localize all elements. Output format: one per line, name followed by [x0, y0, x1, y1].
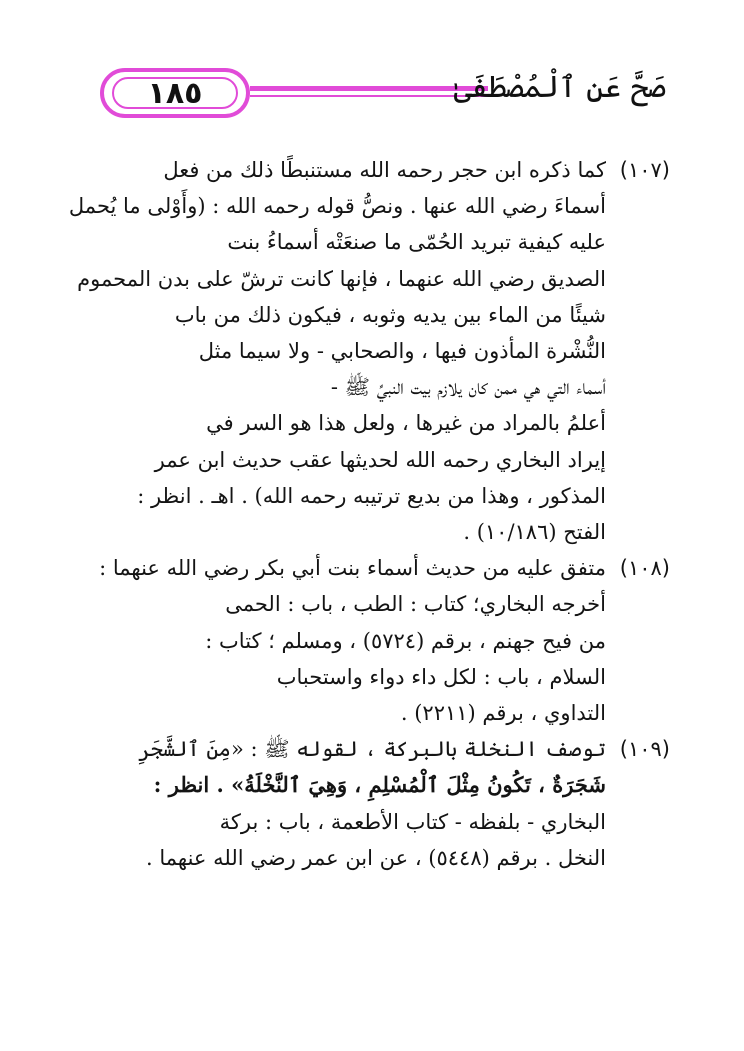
text-line: أخرجه البخاري؛ كتاب : الطب ، باب : الحمى [225, 592, 606, 617]
text-line: أسماء التي هي ممن كان يلازم بيت النبيِّ ﷺ - [330, 375, 606, 400]
text-line: إيراد البخاري رحمه الله لحديثها عقب حديث ابن عمر [154, 447, 606, 472]
footnote-text [99, 550, 606, 731]
page-number-badge [100, 68, 250, 118]
footnote-number: (١٠٨) [619, 556, 670, 581]
page-number: ١٨٥ [147, 75, 203, 111]
text-line: النُّشْرة المأذون فيها ، والصحابي - ولا سيما مثل [198, 339, 606, 364]
text-line: السلام ، باب : لكل داء دواء واستحباب [276, 664, 606, 689]
footnote-108 [99, 550, 670, 731]
text-line: النخل . برقم (٥٤٤٨) ، عن ابن عمر رضي الله عنهما . [146, 845, 606, 870]
footnote-number: (١٠٧) [619, 158, 670, 182]
text-line: شيئًا من الماء بين يديه وثوبه ، فيكون ذلك من باب [174, 302, 606, 327]
text-line: من فيح جهنم ، برقم (٥٧٢٤) ، ومسلم ؛ كتاب : [205, 628, 606, 653]
footnote-107 [68, 152, 670, 550]
footnote-number: (١٠٩) [619, 737, 670, 762]
text-line: متفق عليه من حديث أسماء بنت أبي بكر رضي الله عنهما : [99, 556, 606, 581]
text-line: أعلمُ بالمراد من غيرها ، ولعل هذا هو السر في [206, 411, 606, 436]
header-rule [250, 86, 488, 91]
footnote-109 [104, 731, 670, 876]
text-line: البخاري - بلفظه - كتاب الأطعمة ، باب : بركة [219, 809, 606, 834]
footnotes [68, 152, 670, 876]
running-title: صَحَّ عَنِ ٱلْمُصْطَفَىٰ [453, 70, 666, 105]
text-line: كما ذكره ابن حجر رحمه الله مستنبطًا ذلك من فعل [163, 158, 606, 182]
header-rule-thin [250, 95, 488, 97]
footnote-text [69, 152, 606, 550]
text-line: المذكور ، وهذا من بديع ترتيبه رحمه الله) . اهـ . انظر : [137, 483, 606, 508]
text-line: عليه كيفية تبريد الحُمّى ما صنعَتْه أسماءُ بنت [227, 230, 606, 255]
text-line: توصف النخلة بالبركة ، لقوله ﷺ : «مِنَ ٱلشَّجَرِ [138, 737, 606, 762]
footnote-text [104, 731, 606, 876]
page-header [100, 62, 666, 132]
text-line: التداوي ، برقم (٢٢١١) . [400, 701, 606, 726]
text-line-bold: شَجَرَةٌ ، تَكُونُ مِثْلَ ٱلْمُسْلِمِ ، وَهِيَ ٱلنَّخْلَةُ» . انظر : [153, 772, 606, 798]
text-line: الصديق رضي الله عنهما ، فإنها كانت ترشّ على بدن المحموم [77, 266, 606, 291]
text-line: أسماءَ رضي الله عنها . ونصُّ قوله رحمه الله : (وأَوْلى ما يُحمل [68, 194, 606, 219]
text-line: الفتح (١٠/١٨٦) . [463, 520, 606, 545]
